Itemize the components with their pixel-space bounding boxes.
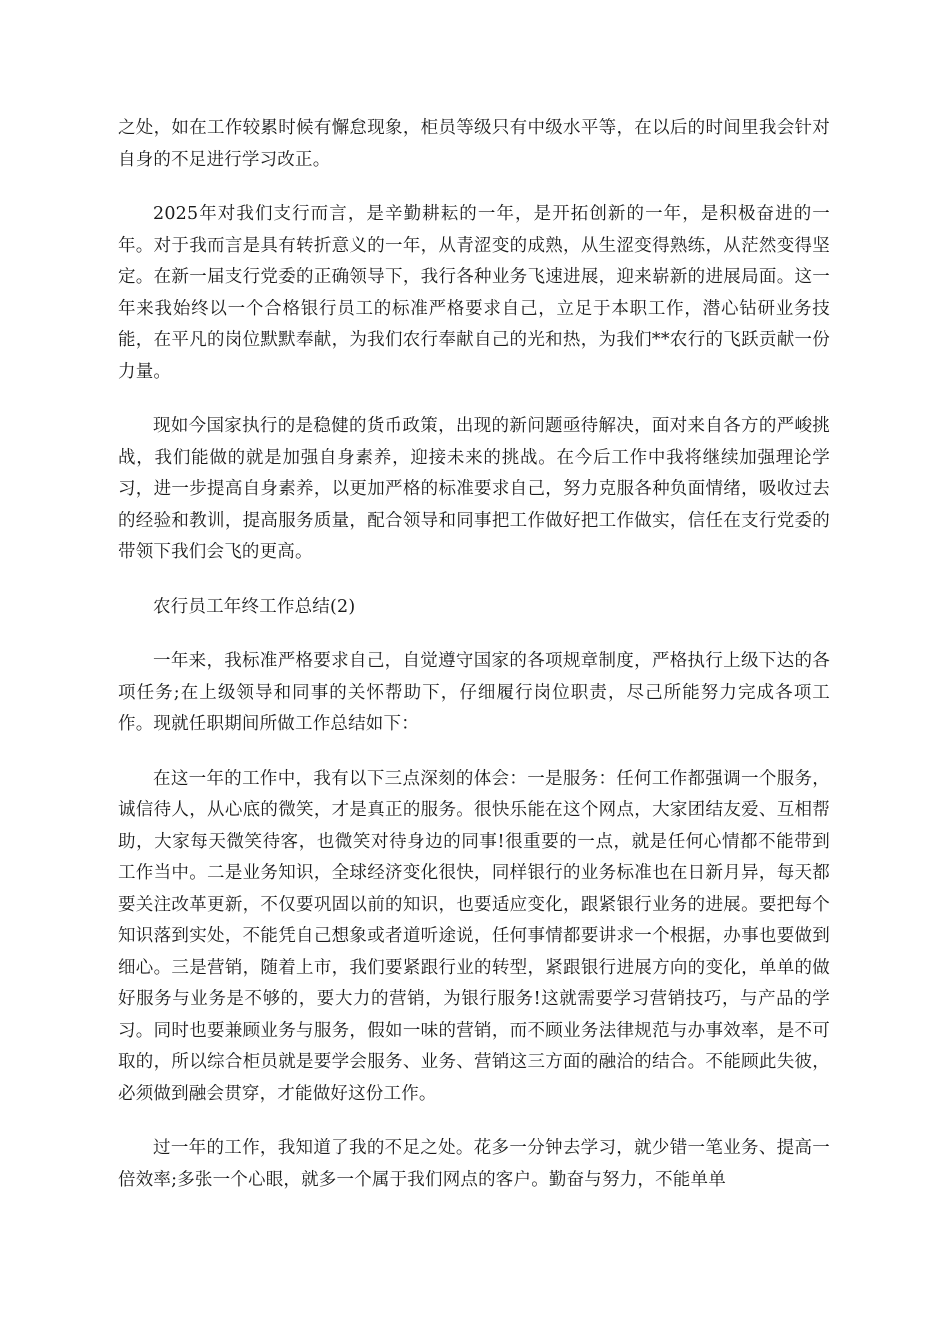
paragraph-2025-summary: 2025年对我们支行而言，是辛勤耕耘的一年，是开拓创新的一年，是积极奋进的一年。对于我而言是具有转折意义的一年，从青涩变的成熟，从生涩变得熟练，从茫然变得坚定。在新一届支行党委的正确领导下，我行各种业务飞速进展，迎来崭新的进展局面。这一年来我始终以一个合格银行员工的标准严格要求自己，立足于本职工作，潜心钻研业务技能，在平凡的岗位默默奉献，为我们农行奉献自己的光和热，为我们**农行的飞跃贡献一份力量。 xyxy=(118,204,830,382)
paragraph-intro: 一年来，我标准严格要求自己，自觉遵守国家的各项规章制度，严格执行上级下达的各项任务;在上级领导和同事的关怀帮助下，仔细履行岗位职责，尽己所能努力完成各项工作。现就任职期间所做工作总结如下： xyxy=(118,651,830,734)
paragraph-continuation: 之处，如在工作较累时候有懈怠现象，柜员等级只有中级水平等，在以后的时间里我会针对自身的不足进行学习改正。 xyxy=(118,118,830,170)
document-body xyxy=(118,113,830,1219)
paragraph-shortcomings: 过一年的工作，我知道了我的不足之处。花多一分钟去学习，就少错一笔业务、提高一倍效率;多张一个心眼，就多一个属于我们网点的客户。勤奋与努力，不能单单 xyxy=(118,1138,830,1190)
paragraph-experiences: 在这一年的工作中，我有以下三点深刻的体会：一是服务：任何工作都强调一个服务，诚信待人，从心底的微笑，才是真正的服务。很快乐能在这个网点，大家团结友爱、互相帮助，大家每天微笑待客，也微笑对待身边的同事!很重要的一点，就是任何心情都不能带到工作当中。二是业务知识，全球经济变化很快，同样银行的业务标准也在日新月异，每天都要关注改革更新，不仅要巩固以前的知识，也要适应变化，跟紧银行业务的进展。要把每个知识落到实处，不能凭自己想象或者道听途说，任何事情都要讲求一个根据，办事也要做到细心。三是营销，随着上市，我们要紧跟行业的转型，紧跟银行进展方向的变化，单单的做好服务与业务是不够的，要大力的营销，为银行服务!这就需要学习营销技巧，与产品的学习。同时也要兼顾业务与服务，假如一味的营销，而不顾业务法律规范与办事效率，是不可取的，所以综合柜员就是要学会服务、业务、营销这三方面的融洽的结合。不能顾此失彼，必须做到融会贯穿，才能做好这份工作。 xyxy=(118,768,830,1104)
paragraph-future-plan: 现如今国家执行的是稳健的货币政策，出现的新问题亟待解决，面对来自各方的严峻挑战，我们能做的就是加强自身素养，迎接未来的挑战。在今后工作中我将继续加强理论学习，进一步提高自身素养，以更加严格的标准要求自己，努力克服各种负面情绪，吸收过去的经验和教训，提高服务质量，配合领导和同事把工作做好把工作做实，信任在支行党委的带领下我们会飞的更高。 xyxy=(118,416,830,562)
section-heading: 农行员工年终工作总结(2) xyxy=(153,596,356,617)
